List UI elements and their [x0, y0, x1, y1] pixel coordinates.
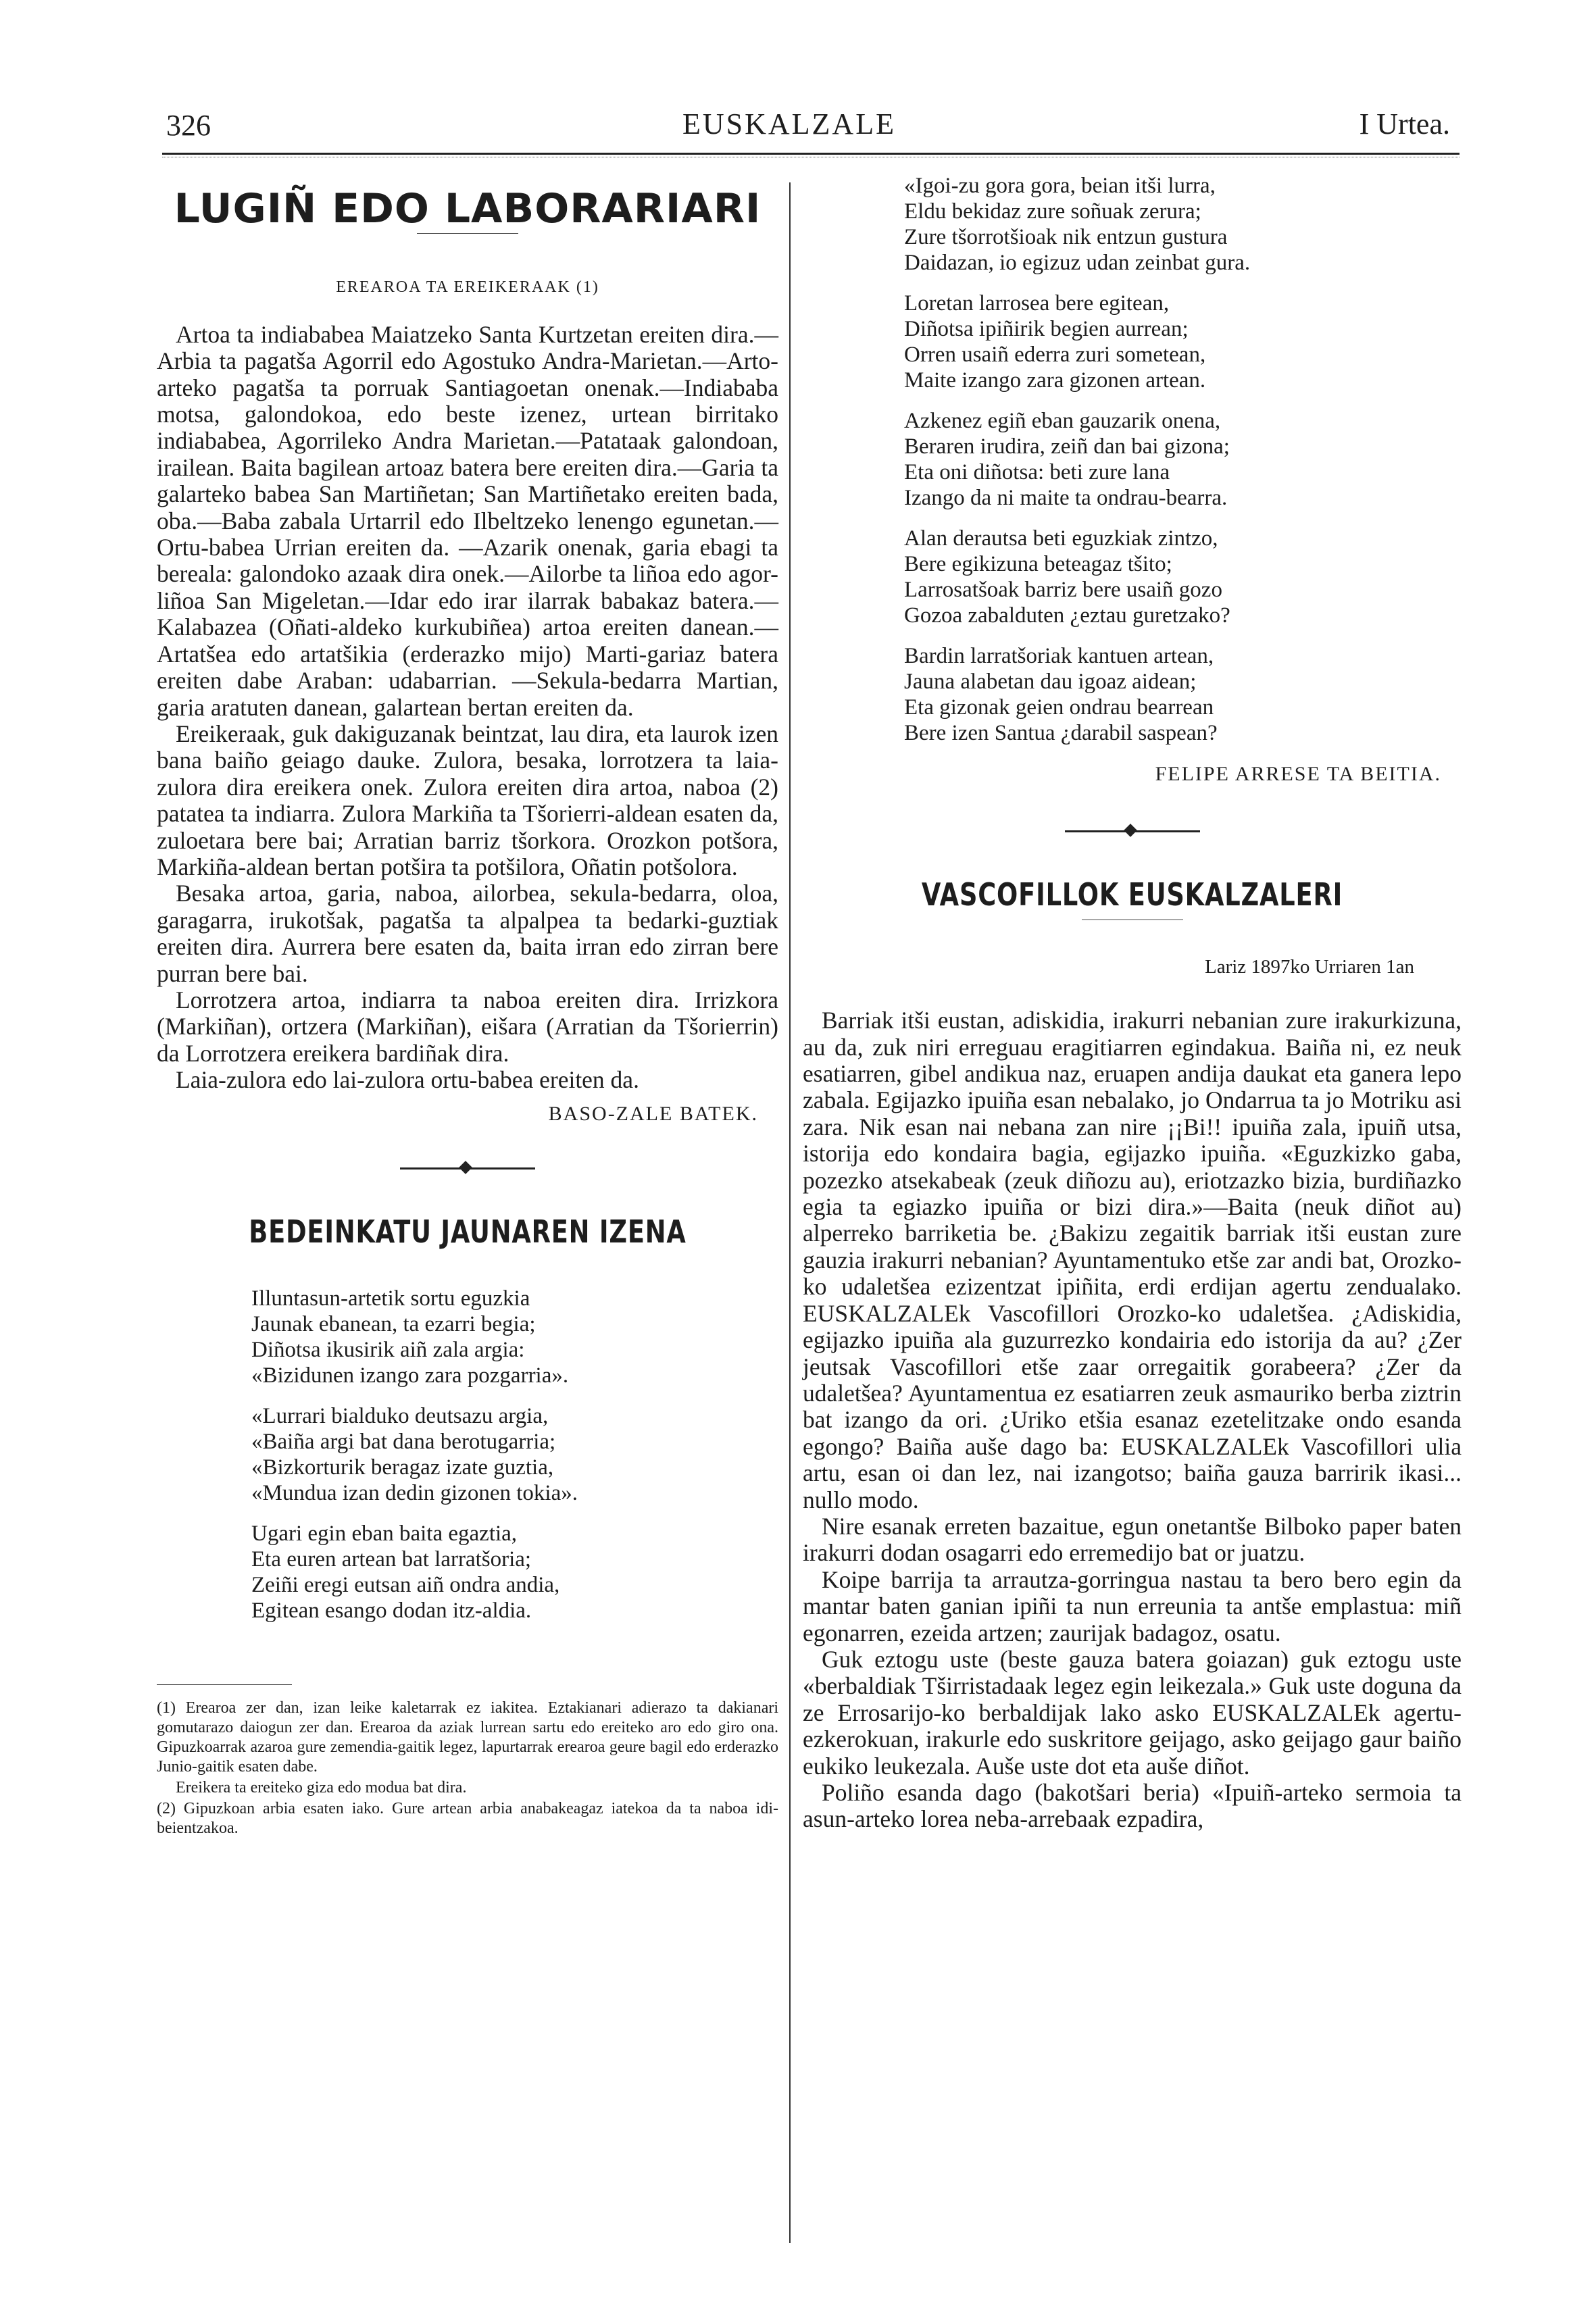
poem-line: «Lurrari bialduko deutsazu argia, — [251, 1404, 549, 1429]
column-divider — [789, 182, 791, 2243]
section-ornament — [1065, 828, 1200, 834]
paragraph: Poliño esanda dago (bakotšari beria) «Ipuiñ-arteko sermoia ta asun-arteko lorea neba-arrebaak ezpadira, — [803, 1779, 1462, 1833]
poem-line: Alan derautsa beti eguzkiak zintzo, — [904, 526, 1218, 551]
poem-stanza — [904, 526, 1462, 628]
poem-line: Gozoa zabalduten ¿eztau guretzako? — [904, 603, 1230, 628]
poem-line: «Mundua izan dedin gizonen tokia». — [251, 1481, 578, 1506]
poem-line: Azkenez egiñ eban gauzarik onena, — [904, 409, 1221, 433]
paragraph: Besaka artoa, garia, naboa, ailorbea, sekula-bedarra, oloa, garagarra, irukotšak, pagatša ta alpalpea ta bedarki-guztiak ereiten dira. Aurrera bere esaten da, baita irran edo zirran bere purran bere bai. — [157, 880, 778, 987]
title-rule — [417, 233, 518, 234]
poem-line: Orren usaiñ ederra zuri sometean, — [904, 343, 1206, 367]
poem-line: Maite izango zara gizonen artean. — [904, 368, 1206, 393]
poem-line: Jauna alabetan dau igoaz aidean; — [904, 670, 1197, 694]
poem-line: Eta euren artean bat larratšoria; — [251, 1547, 532, 1572]
article-title-vascofillok: VASCOFILLOK EUSKALZALERI — [921, 876, 1343, 913]
article-title-bedeinkatu: BEDEINKATU JAUNAREN IZENA — [249, 1213, 687, 1250]
header-rule — [162, 153, 1460, 155]
poem-line: Bere egikizuna beteagaz tšito; — [904, 552, 1172, 576]
paragraph: Ereikeraak, guk dakiguzanak beintzat, lau dira, eta laurok izen bana baiño geiago dauke. Zulora, besaka, lorrotzera ta laia-zulora dira ereikera onek. Zulora ereiten dira artoa, naboa (2) patatea ta indiarra. Zulora Markiña ta Tšorierri-aldean esaten da, zuloetara bere bai; Arratian barriz tšorkora. Orozkon potšora, Markiña-aldean bertan potšira ta potšilora, Oñatin potšolora. — [157, 720, 778, 880]
paragraph: Barriak itši eustan, adiskidia, irakurri nebanian zure irakurkizuna, au da, zuk niri erreguau eragitiarren egindakua. Baiña ni, ez neuk esatiarren, gibel andikua naz, eruapen andija daukat eta ganera lepo zabala. Egijazko ipuiña esan nebalako, jo Ondarrua ta jo Motriku asi zara. Nik esan nai nebana zan nire ¡¡Bi!! ipuiña zala, ipuiñ utsa, istorija edo kondaira bagia, egijazko ipuiña. «Eguzkizko gaba, pozezko atsekabeak (zeuk diñozu au), eriotzazko bizia, burdiñazko egia ta egiazko ipuiña or bizi dira.»—Baita (neuk diñot au) alperreko barriketia be. ¿Bakizu zegaitik barriak itši eustan zure gauzia irakurri nebanian? Ayuntamentuko etše zar andi bat, Orozko-ko udaletšea ezizentzat ipiñita, erdi erdijan agertu zendualako. EUSKALZALEk Vascofillori Orozko-ko udaletšea. ¿Adiskidia, egijazko ipuiña ala guzurrezko kondairia edo istorija da au? ¿Zer jeutsak Vascofillori etše zaar orregaitik gorabeera? ¿Zer da udaletšea? Ayuntamentua ez esatiarren zeuk asmauriko berba ziztrin bat izango da ori. ¿Uriko etšia esanaz ezetelitzake ondo esanda egongo? Baiña auše dago ba: EUSKALZALEk Vascofillori ulia artu, esan oi dan lez, nai izangotso; baiña gauza barririk ikasi... nullo modo. — [803, 1007, 1462, 1513]
running-title: EUSKALZALE — [682, 107, 896, 141]
poem-stanza — [904, 643, 1462, 746]
section-ornament — [400, 1165, 535, 1172]
poem-stanza — [904, 291, 1462, 393]
poem-line: «Bizidunen izango zara pozgarria». — [251, 1363, 569, 1388]
poem-line: Jaunak ebanean, ta ezarri begia; — [251, 1312, 536, 1337]
footnote: (1) Erearoa zer dan, izan leike kaletarrak ez iakitea. Eztakianari adierazo ta dakianari gomutarazo daiogun zer dan. Erearoa da aziak lurrean sartu edo ereiteko aro edo giro ona. Gipuzkoarrak azaroa gure zemendia-gaitik legez, lapurtarrak erearoa geure bagil edo erderazko Junio-gaitik esaten dabe. — [157, 1699, 778, 1776]
paragraph: Guk eztogu uste (beste gauza batera goiazan) guk eztogu uste «berbaldiak Tširristadaak legez egin leikezala.» Guk uste doguna da ze Errosarijo-ko berbaldijak lako asko EUSKALZALEk agertu-ezkerokuan, irakurle edo suskritore geijago, asko geijago gaur baiño eukiko leukezala. Auše uste dot eta auše diñot. — [803, 1645, 1462, 1780]
poem-line: Eta gizonak geien ondrau bearrean — [904, 695, 1214, 720]
poem-line: Daidazan, io egizuz udan zeinbat gura. — [904, 251, 1251, 275]
poem-signature: FELIPE ARRESE TA BEITIA. — [1155, 763, 1441, 785]
poem-stanza — [904, 173, 1462, 276]
poem-line: Illuntasun-artetik sortu eguzkia — [251, 1286, 530, 1311]
left-column — [157, 181, 778, 1840]
poem-line: Eta oni diñotsa: beti zure lana — [904, 460, 1170, 484]
footnote-rule — [157, 1684, 292, 1685]
article-subtitle: EREAROA TA EREIKERAAK (1) — [336, 278, 599, 297]
paragraph: Lorrotzera artoa, indiarra ta naboa ereiten dira. Irrizkora (Markiñan), ortzera (Markiñan), eišara (Arratian da Tšorierrin) da Lorrotzera ereikera bardiñak dira. — [157, 986, 778, 1067]
paragraph: Koipe barrija ta arrautza-gorringua nastau ta bero bero egin da mantar baten ganian ipiñi ta nun erreunia ta antše emplastua: miñ egonarren, ezeida artzen; zaurijak badagoz, osatu. — [803, 1565, 1462, 1646]
page-header — [0, 95, 1596, 149]
poem-stanza — [251, 1403, 778, 1506]
signature: BASO-ZALE BATEK. — [548, 1102, 758, 1125]
footnote: (2) Gipuzkoan arbia esaten iako. Gure artean arbia anabakeagaz iatekoa da ta naboa idi-beientzakoa. — [157, 1800, 778, 1838]
volume-label: I Urtea. — [1359, 107, 1450, 141]
poem-line: Larrosatšoak barriz bere usaiñ gozo — [904, 578, 1222, 602]
article-title-lugin: LUGIÑ EDO LABORARIARI — [174, 185, 762, 232]
poem-line: «Bizkorturik beragaz izate guztia, — [251, 1455, 554, 1480]
page-number: 326 — [166, 109, 211, 142]
poem-line: «Baiña argi bat dana berotugarria; — [251, 1430, 556, 1455]
poem-line: Loretan larrosea bere egitean, — [904, 291, 1170, 316]
poem-line: Beraren irudira, zeiñ dan bai gizona; — [904, 434, 1230, 459]
poem-line: Bardin larratšoriak kantuen artean, — [904, 644, 1214, 668]
poem — [251, 1286, 778, 1624]
paragraph: Laia-zulora edo lai-zulora ortu-babea ereiten da. — [176, 1066, 639, 1094]
right-column — [803, 173, 1462, 1833]
poem-stanza — [251, 1521, 778, 1624]
poem-line: Eldu bekidaz zure soñuak zerura; — [904, 199, 1201, 224]
poem-line: Izango da ni maite ta ondrau-bearra. — [904, 486, 1228, 510]
poem-line: Zeiñi eregi eutsan aiñ ondra andia, — [251, 1573, 560, 1598]
paragraph: Artoa ta indiababea Maiatzeko Santa Kurtzetan ereiten dira.—Arbia ta pagatša Agorril edo Agostuko Andra-Marietan.—Arto-arteko pagatša ta porruak Santiagoetan onenak.—Indiababa motsa, galondokoa, edo beste izenez, urtean birritako indiababea, Agorrileko Andra Marietan.—Patataak galondoan, irailean. Baita bagilean artoaz batera bere ereiten dira.—Garia ta galarteko babea San Martiñetan; San Martiñetako ereiten bada, oba.—Baba zabala Urtarril edo Ilbeltzeko lenengo egunetan.—Ortu-babea Urrian ereiten da. —Azarik onenak, garia ebagi ta bereala: galondoko azaak dira onek.—Ailorbe ta liñoa edo agor-liñoa San Migeletan.—Idar edo irar ilarrak babakaz batera.—Kalabazea (Oñati-aldeko kurkubiñea) artoa ereiten danean.—Artatšea edo artatšikia (erderazko mijo) Marti-gariaz batera ereiten dabe Araban: udabarrian. —Sekula-bedarra Martian, garia aratuten danean, galartean bertan ereiten da. — [157, 320, 778, 721]
poem-continued — [904, 173, 1462, 746]
paragraph: Nire esanak erreten bazaitue, egun onetantše Bilboko paper baten irakurri dodan osagarri edo erremedijo bat or juatzu. — [803, 1512, 1462, 1567]
poem-line: Egitean esango dodan itz-aldia. — [251, 1599, 532, 1624]
dateline: Lariz 1897ko Urriaren 1an — [1204, 955, 1414, 978]
poem-line: Diñotsa ipiñirik begien aurrean; — [904, 317, 1189, 341]
poem-line: Ugari egin eban baita egaztia, — [251, 1521, 518, 1546]
poem-line: Bere izen Santua ¿darabil saspean? — [904, 721, 1218, 745]
poem-line: «Igoi-zu gora gora, beian itši lurra, — [904, 174, 1216, 198]
poem-line: Zure tšorrotšioak nik entzun gustura — [904, 225, 1228, 249]
footnote: Ereikera ta ereiteko giza edo modua bat dira. — [176, 1779, 467, 1797]
poem-stanza — [251, 1286, 778, 1388]
poem-line: Diñotsa ikusirik aiñ zala argia: — [251, 1338, 525, 1363]
poem-stanza — [904, 408, 1462, 511]
